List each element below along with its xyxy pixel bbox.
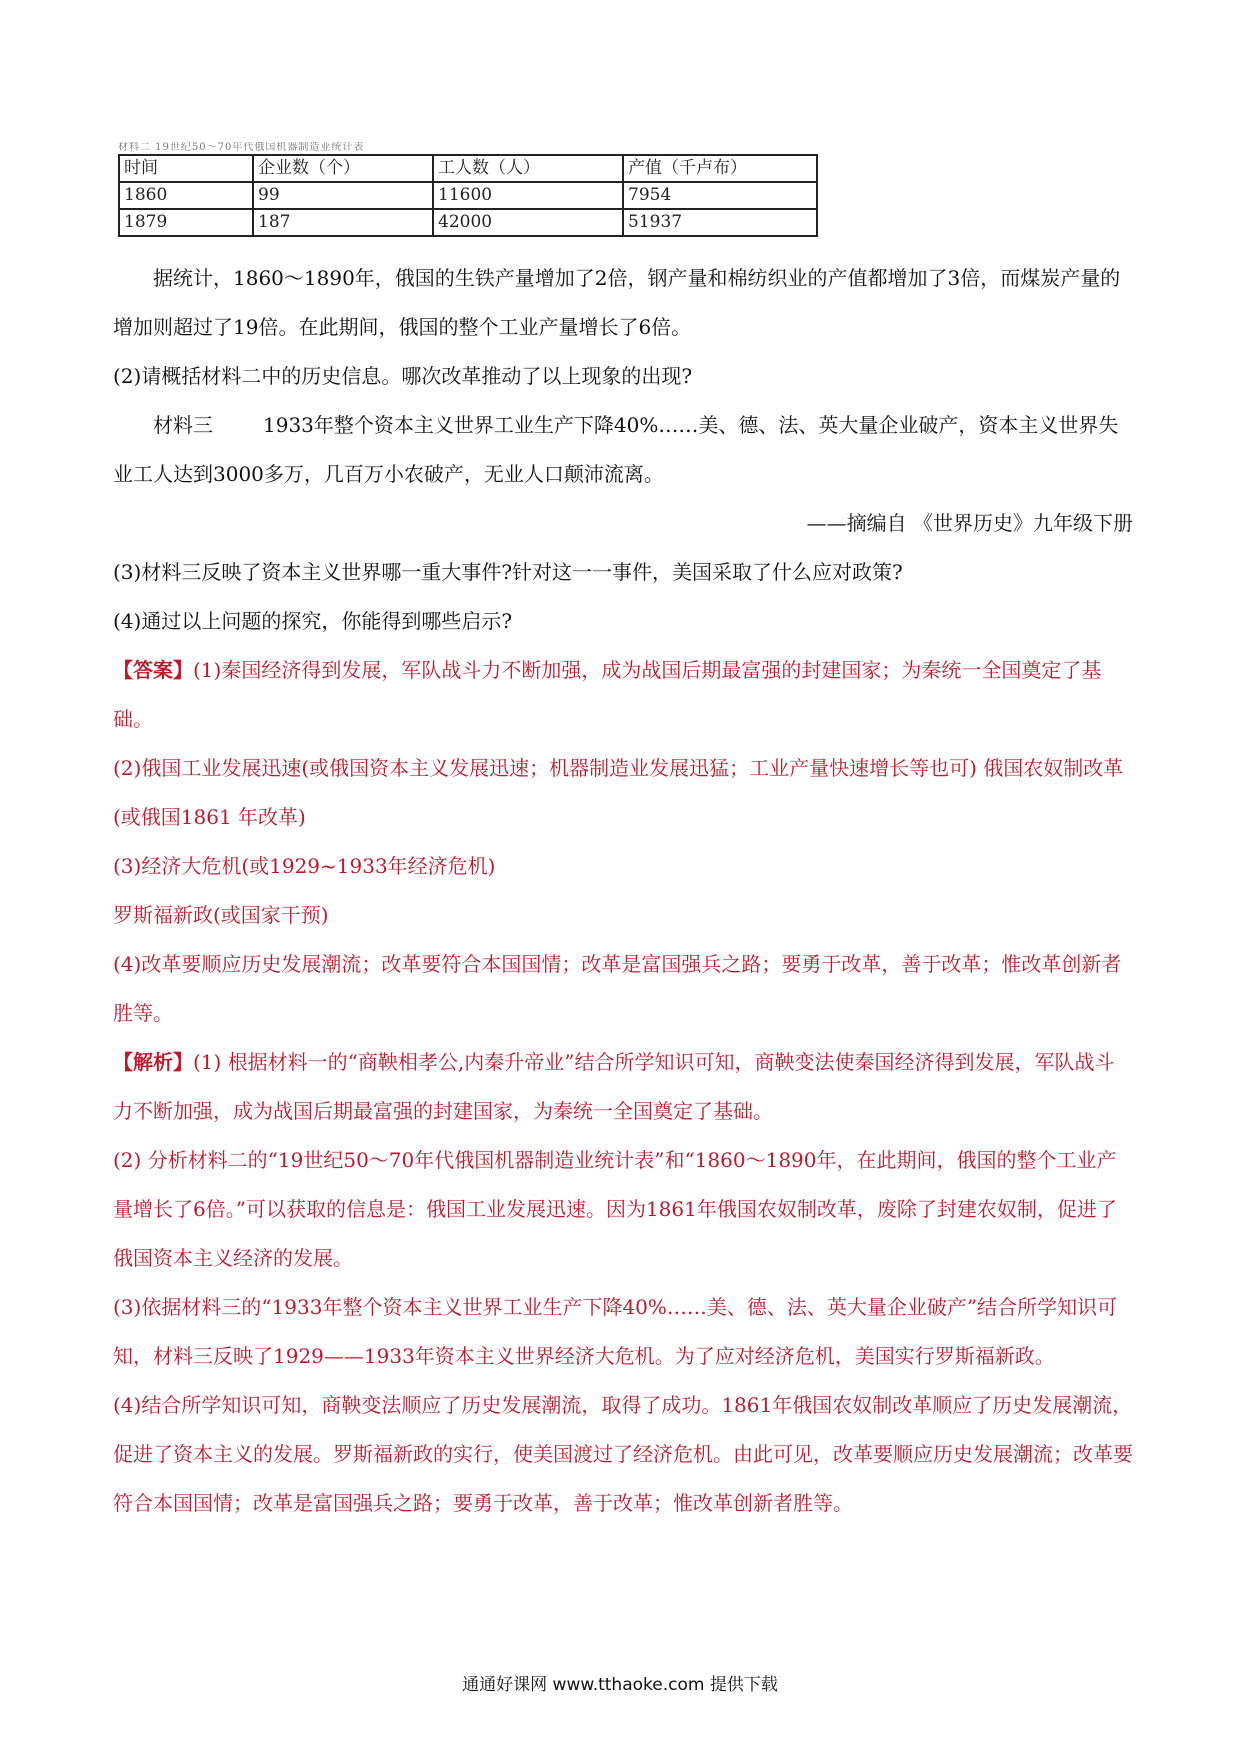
analysis-tag: 【解析】 <box>113 1050 193 1074</box>
table-cell: 42000 <box>433 209 623 236</box>
analysis-3: (3)依据材料三的“1933年整个资本主义世界工业生产下降40%……美、德、法、英大量企业破产”结合所学知识可知，材料三反映了1929——1933年资本主义世界经济大危机。为了应对经济危机，美国实行罗斯福新政。 <box>113 1295 1118 1368</box>
table-cell: 7954 <box>623 182 817 209</box>
question-2: (2)请概括材料二中的历史信息。哪次改革推动了以上现象的出现? <box>113 364 693 388</box>
material-3 <box>113 401 1133 499</box>
table-cell: 51937 <box>623 209 817 236</box>
table-cell: 1879 <box>119 209 253 236</box>
analysis-1 <box>113 1038 1133 1136</box>
material-3-source: ——摘编自 《世界历史》九年级下册 <box>806 511 1133 535</box>
stats-table <box>118 154 818 237</box>
answer-1-text: (1)秦国经济得到发展，军队战斗力不断加强，成为战国后期最富强的封建国家；为秦统一全国奠定了基础。 <box>113 658 1102 731</box>
table-cell: 187 <box>253 209 433 236</box>
analysis-2: (2) 分析材料二的“19世纪50～70年代俄国机器制造业统计表”和“1860～1890年，在此期间，俄国的整个工业产量增长了6倍。”可以获取的信息是：俄国工业发展迅速。因为1861年俄国农奴制改革，废除了封建农奴制，促进了俄国资本主义经济的发展。 <box>113 1148 1117 1270</box>
answer-3b: 罗斯福新政(或国家干预) <box>113 903 329 927</box>
table-header-row <box>119 155 817 182</box>
answer-3a: (3)经济大危机(或1929~1933年经济危机) <box>113 854 496 878</box>
table-header-cell: 工人数（人） <box>433 155 623 182</box>
table-caption: 材料二 19世纪50～70年代俄国机器制造业统计表 <box>118 142 365 153</box>
table-cell: 1860 <box>119 182 253 209</box>
table-cell: 99 <box>253 182 433 209</box>
analysis-4: (4)结合所学知识可知，商鞅变法顺应了历史发展潮流，取得了成功。1861年俄国农奴制改革顺应了历史发展潮流，促进了资本主义的发展。罗斯福新政的实行，使美国渡过了经济危机。由此可见，改革要顺应历史发展潮流；改革要符合本国国情；改革是富国强兵之路；要勇于改革，善于改革；惟改革创新者胜等。 <box>113 1393 1133 1515</box>
table-header-cell: 企业数（个） <box>253 155 433 182</box>
table-header-cell: 时间 <box>119 155 253 182</box>
document-body <box>113 254 1133 1528</box>
material-3-text: 1933年整个资本主义世界工业生产下降40%……美、德、法、英大量企业破产，资本主义世界失业工人达到3000多万，几百万小农破产，无业人口颠沛流离。 <box>113 413 1119 486</box>
answer-tag: 【答案】 <box>113 658 193 682</box>
table-cell: 11600 <box>433 182 623 209</box>
answer-2: (2)俄国工业发展迅速(或俄国资本主义发展迅速；机器制造业发展迅猛；工业产量快速增长等也可) 俄国农奴制改革(或俄国1861 年改革) <box>113 756 1124 829</box>
answer-1 <box>113 646 1133 744</box>
table-row <box>119 209 817 236</box>
answer-4: (4)改革要顺应历史发展潮流；改革要符合本国国情；改革是富国强兵之路；要勇于改革，善于改革；惟改革创新者胜等。 <box>113 952 1122 1025</box>
analysis-1-text: (1) 根据材料一的“商鞅相孝公,内秦升帝业”结合所学知识可知，商鞅变法使秦国经济得到发展，军队战斗力不断加强，成为战国后期最富强的封建国家，为秦统一全国奠定了基础。 <box>113 1050 1115 1123</box>
stats-table-figure <box>118 142 818 237</box>
table-header-cell: 产值（千卢布） <box>623 155 817 182</box>
material-3-label: 材料三 <box>153 413 213 437</box>
question-4: (4)通过以上问题的探究，你能得到哪些启示? <box>113 609 513 633</box>
table-row <box>119 182 817 209</box>
stat-paragraph: 据统计，1860～1890年，俄国的生铁产量增加了2倍，钢产量和棉纺织业的产值都增加了3倍，而煤炭产量的增加则超过了19倍。在此期间，俄国的整个工业产量增长了6倍。 <box>113 266 1121 339</box>
question-3: (3)材料三反映了资本主义世界哪一重大事件?针对这一一事件，美国采取了什么应对政策? <box>113 560 903 584</box>
page-footer: 通通好课网 www.tthaoke.com 提供下载 <box>462 1675 778 1695</box>
